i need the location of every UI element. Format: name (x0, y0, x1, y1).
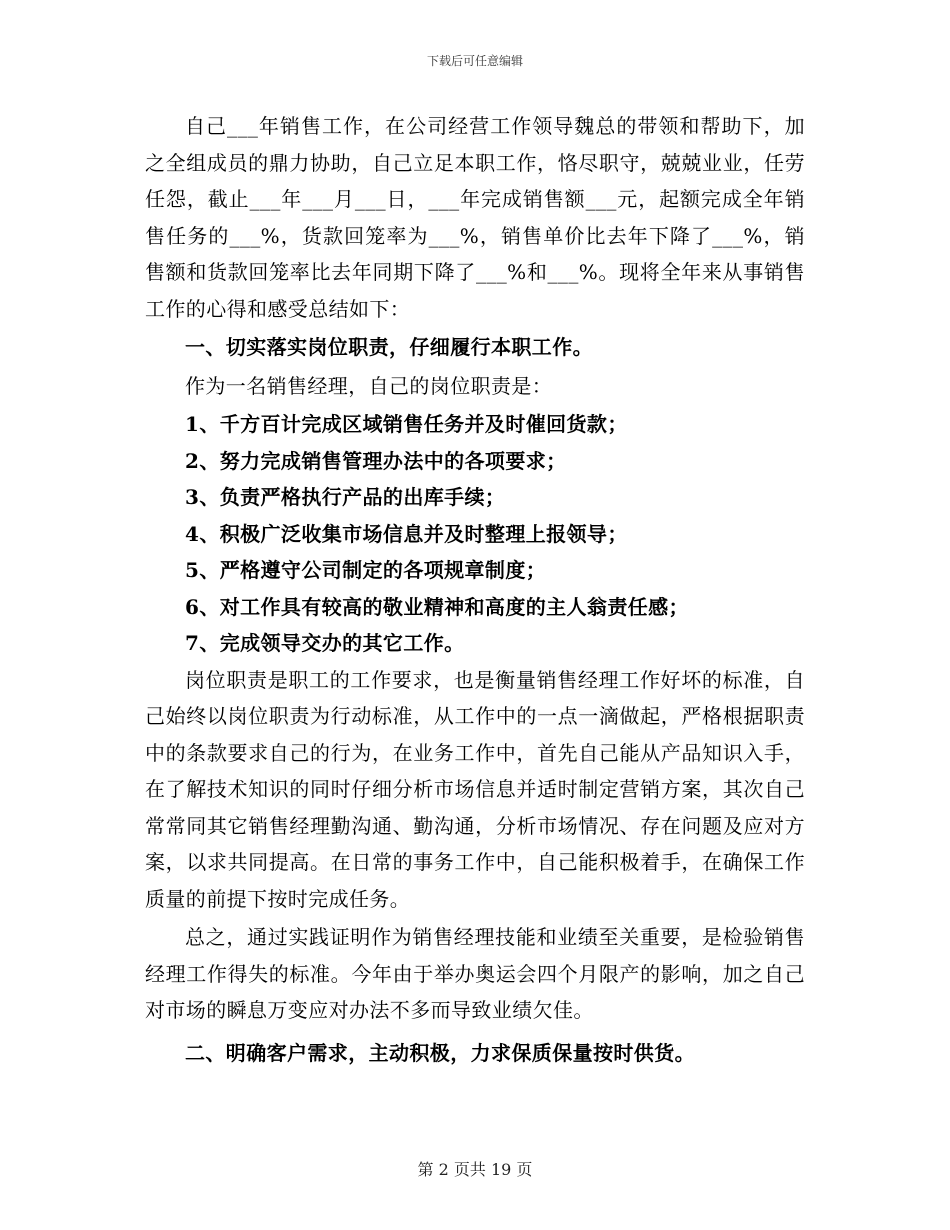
duty-item-6: 6、对工作具有较高的敬业精神和高度的主人翁责任感； (185, 594, 689, 619)
duty-item-7: 7、完成领导交办的其它工作。 (185, 631, 465, 655)
intro-paragraph: 自己___年销售工作，在公司经营工作领导魏总的带领和帮助下，加之全组成员的鼎力协助，自己立足本职工作，恪尽职守，兢兢业业，任劳任怨，截止___年___月___日，___年完成销售额___元，起额完成全年销售任务的___%，货款回笼率为___%，销售单价比去年下降了___%，销售额和货款回笼率比去年同期下降了___%和___%。现将全年来从事销售工作的心得和感受总结如下： (145, 114, 805, 321)
paragraph-summary: 总之，通过实践证明作为销售经理技能和业绩至关重要，是检验销售经理工作得失的标准。今年由于举办奥运会四个月限产的影响，加之自己对市场的瞬息万变应对办法不多而导致业绩欠佳。 (145, 925, 805, 1022)
duty-item-2: 2、努力完成销售管理办法中的各项要求； (185, 448, 567, 473)
paragraph-duty-standard: 岗位职责是职工的工作要求，也是衡量销售经理工作好坏的标准，自己始终以岗位职责为行动标准，从工作中的一点一滴做起，严格根据职责中的条款要求自己的行为，在业务工作中，首先自己能从产品知识入手，在了解技术知识的同时仔细分析市场信息并适时制定营销方案，其次自己常常同其它销售经理勤沟通、勤沟通，分析市场情况、存在问题及应对方案，以求共同提高。在日常的事务工作中，自己能积极着手，在确保工作质量的前提下按时完成任务。 (145, 667, 805, 911)
duty-item-5: 5、严格遵守公司制定的各项规章制度； (185, 558, 547, 582)
duties-intro: 作为一名销售经理，自己的岗位职责是： (185, 373, 553, 398)
document-body (145, 108, 805, 1071)
page-header-note: 下载后可任意编辑 (426, 54, 523, 68)
section-1-heading: 一、切实落实岗位职责，仔细履行本职工作。 (185, 335, 593, 359)
page-number: 第 2 页共 19 页 (417, 1160, 533, 1179)
section-2-heading: 二、明确客户需求，主动积极，力求保质保量按时供货。 (185, 1040, 695, 1065)
duty-item-1: 1、千方百计完成区域销售任务并及时催回货款； (185, 412, 628, 436)
duty-item-3: 3、负责严格执行产品的出库手续； (185, 485, 506, 509)
duty-item-4: 4、积极广泛收集市场信息并及时整理上报领导； (185, 521, 628, 546)
